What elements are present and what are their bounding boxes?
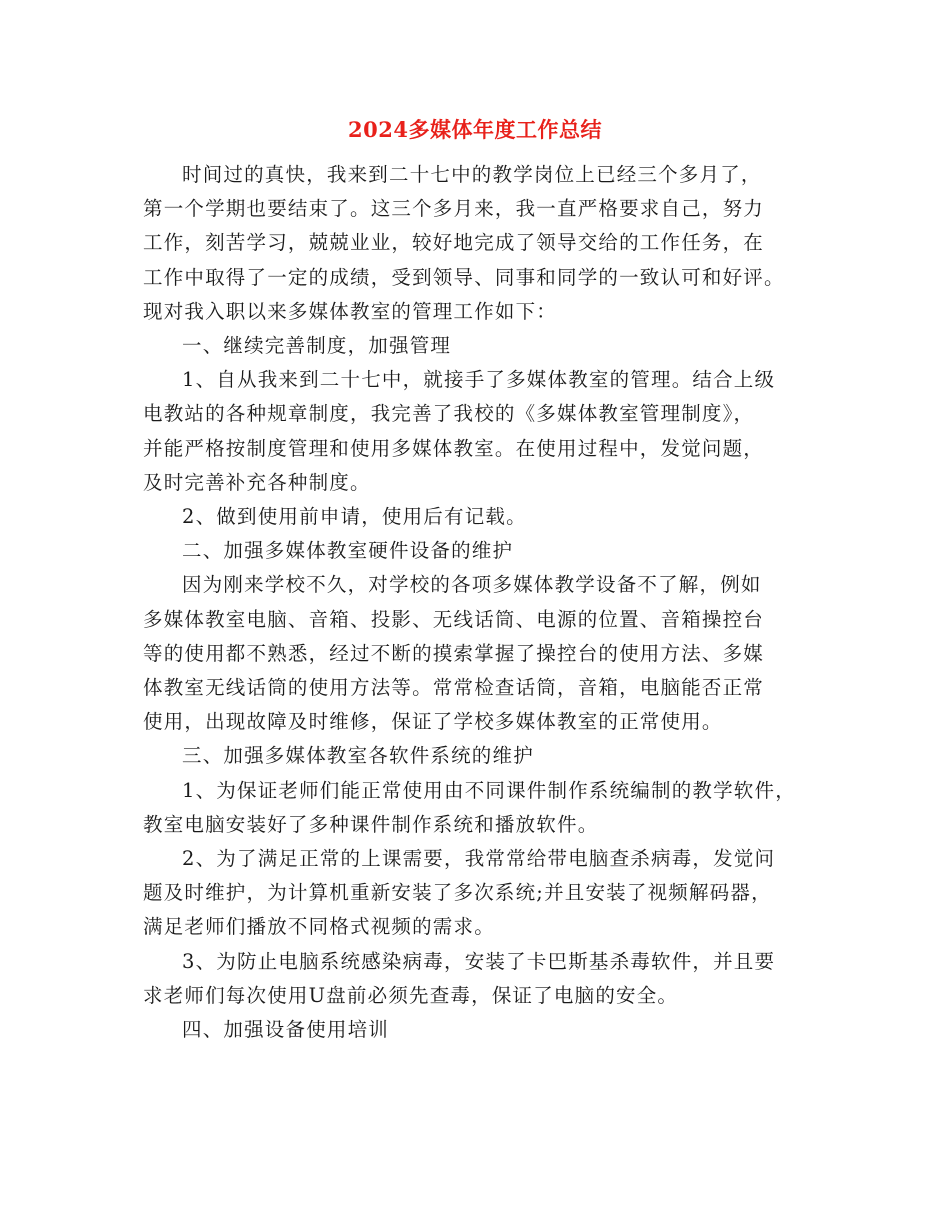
text-line: 四、加强设备使用培训 [182, 1018, 390, 1042]
paragraph [143, 774, 821, 842]
text-line: 等的使用都不熟悉，经过不断的摸索掌握了操控台的使用方法、多媒 [143, 641, 765, 665]
text-line: 2、做到使用前申请，使用后有记载。 [182, 505, 527, 529]
text-line: 题及时维护，为计算机重新安装了多次系统;并且安装了视频解码器， [143, 881, 772, 905]
text-line: 1、自从我来到二十七中，就接手了多媒体教室的管理。结合上级 [182, 368, 776, 392]
text-line: 工作中取得了一定的成绩，受到领导、同事和同学的一致认可和好评。 [143, 265, 785, 289]
paragraph [143, 1013, 821, 1047]
text-line: 多媒体教室电脑、音箱、投影、无线话筒、电源的位置、音箱操控台 [143, 607, 765, 631]
text-line: 三、加强多媒体教室各软件系统的维护 [182, 744, 534, 768]
paragraph [143, 363, 821, 500]
document-title: 2024多媒体年度工作总结 [348, 117, 602, 142]
text-line: 教室电脑安装好了多种课件制作系统和播放软件。 [143, 812, 599, 836]
paragraph [143, 329, 821, 363]
text-line: 电教站的各种规章制度，我完善了我校的《多媒体教室管理制度》， [143, 402, 755, 426]
text-line: 及时完善补充各种制度。 [143, 470, 371, 494]
paragraph [143, 158, 821, 329]
text-line: 1、为保证老师们能正常使用由不同课件制作系统编制的教学软件， [182, 778, 796, 802]
text-line: 工作，刻苦学习，兢兢业业，较好地完成了领导交给的工作任务，在 [143, 231, 765, 255]
paragraph [143, 842, 821, 945]
document-body [143, 158, 821, 1047]
text-line: 一、继续完善制度，加强管理 [182, 334, 452, 358]
text-line: 现对我入职以来多媒体教室的管理工作如下： [143, 299, 558, 323]
text-line: 求老师们每次使用U盘前必须先查毒，保证了电脑的安全。 [143, 983, 679, 1007]
paragraph [143, 534, 821, 568]
text-line: 并能严格按制度管理和使用多媒体教室。在使用过程中，发觉问题， [143, 436, 765, 460]
paragraph [143, 500, 821, 534]
paragraph [143, 739, 821, 773]
text-line: 体教室无线话筒的使用方法等。常常检查话筒，音箱，电脑能否正常 [143, 676, 765, 700]
text-line: 使用，出现故障及时维修，保证了学校多媒体教室的正常使用。 [143, 710, 723, 734]
text-line: 时间过的真快，我来到二十七中的教学岗位上已经三个多月了， [182, 163, 762, 186]
paragraph [143, 945, 821, 1013]
text-line: 满足老师们播放不同格式视频的需求。 [143, 915, 495, 939]
text-line: 3、为防止电脑系统感染病毒，安装了卡巴斯基杀毒软件，并且要 [182, 949, 776, 973]
text-line: 第一个学期也要结束了。这三个多月来，我一直严格要求自己，努力 [143, 197, 765, 221]
text-line: 2、为了满足正常的上课需要，我常常给带电脑查杀病毒，发觉问 [182, 847, 776, 871]
paragraph [143, 568, 821, 739]
text-line: 二、加强多媒体教室硬件设备的维护 [182, 539, 514, 563]
text-line: 因为刚来学校不久，对学校的各项多媒体教学设备不了解，例如 [182, 573, 762, 597]
